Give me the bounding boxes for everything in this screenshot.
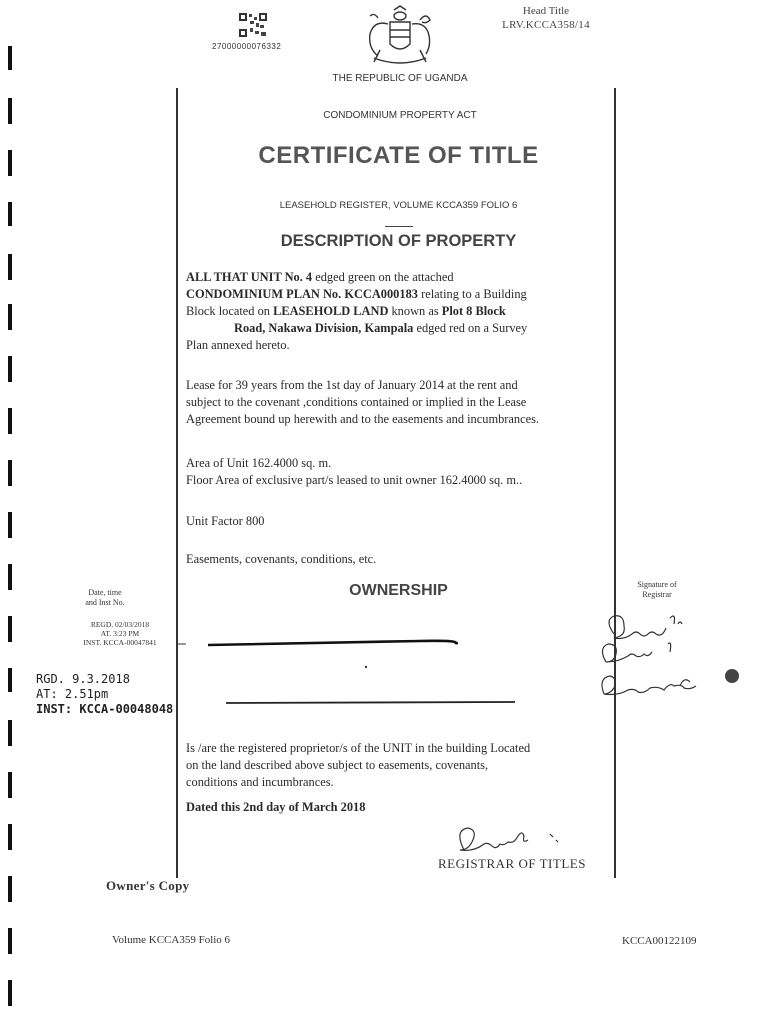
coat-of-arms-icon bbox=[360, 4, 440, 70]
desc-line3-start: Block located on bbox=[186, 304, 274, 318]
proprietor-line2: on the land described above subject to easements, covenants, bbox=[186, 758, 489, 772]
condominium-plan: CONDOMINIUM PLAN No. KCCA000183 bbox=[186, 287, 418, 301]
desc-line1: edged green on the attached bbox=[312, 270, 454, 284]
road-division: Road, Nakawa Division, Kampala bbox=[234, 321, 414, 335]
entry2-inst: INST: KCCA-00048048 bbox=[36, 702, 174, 716]
lease-line1: Lease for 39 years from the 1st day of January 2014 at the rent and bbox=[186, 378, 518, 392]
head-title bbox=[486, 4, 606, 32]
plot-block: Plot 8 Block bbox=[441, 304, 506, 318]
leasehold-land: LEASEHOLD LAND bbox=[273, 304, 389, 318]
registration-entry-1 bbox=[64, 620, 176, 647]
register-line: LEASEHOLD REGISTER, VOLUME KCCA359 FOLIO 6 bbox=[279, 200, 518, 211]
document-title: CERTIFICATE OF TITLE bbox=[258, 142, 539, 169]
proprietor-line3: conditions and incumbrances. bbox=[186, 775, 334, 789]
register-underline bbox=[385, 226, 413, 227]
qr-code-icon bbox=[238, 12, 268, 38]
area-paragraph bbox=[186, 455, 611, 489]
description-paragraph bbox=[186, 269, 611, 354]
footer-volume: Volume KCCA359 Folio 6 bbox=[112, 934, 231, 946]
barcode-number: 27000000076332 bbox=[212, 42, 282, 51]
registrar-signatures bbox=[596, 604, 746, 714]
proprietor-line1: Is /are the registered proprietor/s of the UNIT in the building Located bbox=[186, 741, 531, 755]
left-column-header bbox=[70, 588, 140, 608]
head-title-ref: LRV.KCCA358/14 bbox=[502, 19, 590, 31]
desc-line5: Plan annexed hereto. bbox=[186, 338, 290, 352]
lease-line3: Agreement bound up herewith and to the easements and incumbrances. bbox=[186, 412, 540, 426]
registrar-title: REGISTRAR OF TITLES bbox=[438, 856, 586, 871]
desc-line4: edged red on a Survey bbox=[413, 321, 528, 335]
easements-line: Easements, covenants, conditions, etc. bbox=[186, 552, 377, 566]
registration-entry-2 bbox=[36, 672, 173, 717]
act-heading: CONDOMINIUM PROPERTY ACT bbox=[323, 110, 477, 121]
entry1-date: REGD. 02/03/2018 bbox=[90, 620, 150, 629]
entry1-inst: INST. KCCA-00047841 bbox=[83, 638, 157, 647]
owners-copy: Owner's Copy bbox=[106, 878, 190, 893]
desc-line3-mid: known as bbox=[388, 304, 442, 318]
section-heading: DESCRIPTION OF PROPERTY bbox=[280, 232, 517, 250]
entry2-date: RGD. 9.3.2018 bbox=[36, 672, 130, 686]
ownership-lines bbox=[170, 630, 620, 720]
dated-line: Dated this 2nd day of March 2018 bbox=[186, 800, 366, 814]
lease-line2: subject to the covenant ,conditions contained or implied in the Lease bbox=[186, 395, 527, 409]
right-header-line2: Registrar bbox=[642, 590, 672, 599]
footer-number: KCCA00122109 bbox=[622, 935, 697, 947]
right-column-header bbox=[622, 580, 692, 600]
desc-line2: relating to a Building bbox=[417, 287, 527, 301]
head-title-label: Head Title bbox=[522, 5, 570, 17]
lease-paragraph bbox=[186, 377, 611, 428]
unit-area: Area of Unit 162.4000 sq. m. bbox=[186, 456, 332, 470]
republic-heading: THE REPUBLIC OF UGANDA bbox=[332, 73, 468, 84]
left-header-line1: Date, time bbox=[88, 588, 122, 597]
frame-right-line bbox=[614, 88, 616, 878]
entry1-time: AT. 3:23 PM bbox=[100, 629, 140, 638]
right-header-line1: Signature of bbox=[637, 580, 677, 589]
entry2-time: AT: 2.51pm bbox=[36, 687, 109, 701]
ownership-heading: OWNERSHIP bbox=[349, 582, 448, 599]
frame-left-line bbox=[176, 88, 178, 878]
unit-factor: Unit Factor 800 bbox=[186, 514, 265, 528]
unit-number: ALL THAT UNIT No. 4 bbox=[186, 270, 313, 284]
proprietor-paragraph bbox=[186, 740, 611, 791]
left-header-line2: and Inst No. bbox=[85, 598, 125, 607]
floor-area: Floor Area of exclusive part/s leased to unit owner 162.4000 sq. m.. bbox=[186, 473, 523, 487]
